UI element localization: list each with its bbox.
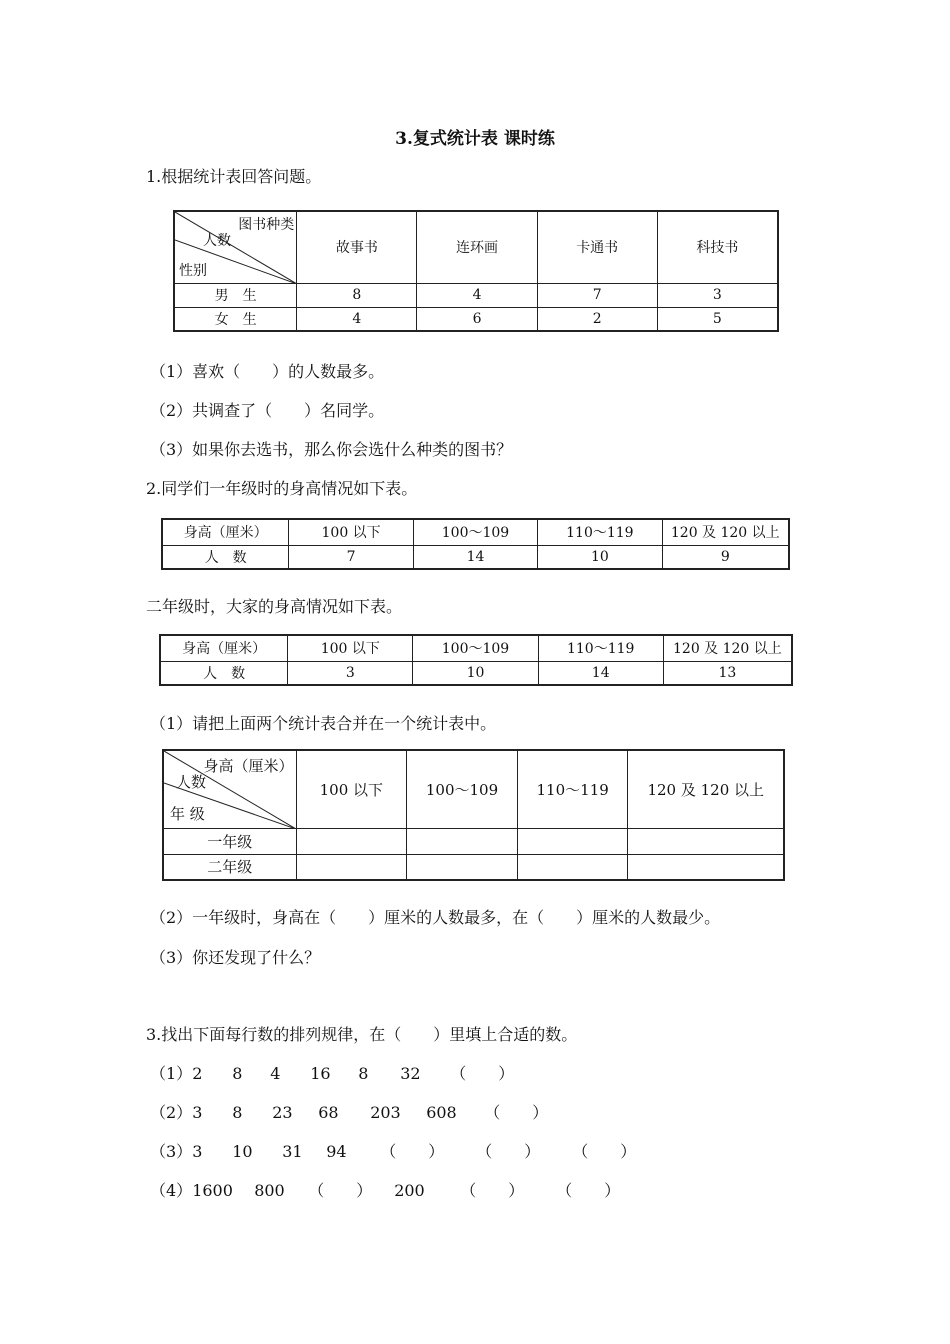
table-cell: 8	[297, 283, 417, 307]
table-cell: 4	[297, 307, 417, 331]
seq-item: 8	[232, 1103, 243, 1122]
seq-item: 68	[318, 1103, 339, 1122]
row-label: 一年级	[163, 828, 296, 854]
row-label: （2）	[150, 1103, 193, 1122]
seq-item: 23	[272, 1103, 293, 1122]
column-header: 120 及 120 以上	[628, 750, 784, 828]
grade2-height-table	[159, 634, 793, 686]
column-header: 100～109	[407, 750, 518, 828]
table-cell: 14	[538, 661, 663, 685]
table-row	[174, 283, 778, 307]
seq-item: 16	[310, 1064, 331, 1083]
answer-blank[interactable]: （ ）	[380, 1142, 445, 1161]
answer-blank[interactable]: （ ）	[476, 1142, 541, 1161]
empty-answer-cell[interactable]	[296, 828, 407, 854]
column-header: 120 及 120 以上	[662, 519, 789, 545]
row-label: 男 生	[174, 283, 297, 307]
table-row	[163, 828, 784, 854]
q2-prompt: 2.同学们一年级时的身高情况如下表。	[146, 479, 418, 498]
empty-answer-cell[interactable]	[517, 828, 628, 854]
table-row	[174, 307, 778, 331]
q3-prompt: 3.找出下面每行数的排列规律，在（ ）里填上合适的数。	[146, 1025, 578, 1044]
table-cell: 4	[417, 283, 537, 307]
row-label: （1）	[150, 1064, 193, 1083]
table-corner-cell	[174, 211, 297, 283]
column-header: 110～119	[538, 519, 662, 545]
empty-answer-cell[interactable]	[407, 854, 518, 880]
seq-item: 2	[192, 1064, 203, 1083]
column-header: 100 以下	[288, 635, 413, 661]
empty-answer-cell[interactable]	[407, 828, 518, 854]
q2-mid-text: 二年级时，大家的身高情况如下表。	[146, 597, 403, 616]
corner-label-bottom: 年 级	[170, 805, 205, 823]
sequence-row-4	[150, 1178, 620, 1201]
corner-label-mid: 人数	[176, 773, 207, 791]
q1-sub1: （1）喜欢（ ）的人数最多。	[150, 362, 385, 381]
row-label: 身高（厘米）	[162, 519, 289, 545]
column-header: 100～109	[413, 635, 538, 661]
row-label: 人 数	[160, 661, 288, 685]
page-title: 3.复式统计表 课时练	[395, 129, 555, 149]
seq-item: 3	[192, 1142, 203, 1161]
q1-sub2: （2）共调查了（ ）名同学。	[150, 401, 385, 420]
answer-blank[interactable]: （ ）	[556, 1181, 621, 1200]
table-cell: 2	[537, 307, 657, 331]
answer-blank[interactable]: （ ）	[484, 1103, 549, 1122]
table-cell: 6	[417, 307, 537, 331]
table-cell: 3	[657, 283, 778, 307]
answer-blank[interactable]: （ ）	[572, 1142, 637, 1161]
table-cell: 5	[657, 307, 778, 331]
seq-item: 32	[400, 1064, 421, 1083]
seq-item: 3	[192, 1103, 203, 1122]
table-cell: 14	[413, 545, 537, 569]
q1-prompt: 1.根据统计表回答问题。	[146, 167, 322, 186]
column-header: 科技书	[657, 211, 778, 283]
row-label: 二年级	[163, 854, 296, 880]
row-label: 女 生	[174, 307, 297, 331]
corner-label-top: 身高（厘米）	[203, 757, 294, 775]
table-row	[163, 854, 784, 880]
q2-sub2: （2）一年级时，身高在（ ）厘米的人数最多，在（ ）厘米的人数最少。	[150, 908, 721, 927]
combined-height-table	[162, 749, 785, 881]
column-header: 100 以下	[289, 519, 413, 545]
column-header: 110～119	[538, 635, 663, 661]
seq-item: 1600	[192, 1181, 233, 1200]
table-cell: 9	[662, 545, 789, 569]
column-header: 110～119	[517, 750, 628, 828]
empty-answer-cell[interactable]	[296, 854, 407, 880]
seq-item: 8	[358, 1064, 369, 1083]
column-header: 连环画	[417, 211, 537, 283]
q1-sub3: （3）如果你去选书，那么你会选什么种类的图书？	[150, 440, 513, 459]
q2-sub1: （1）请把上面两个统计表合并在一个统计表中。	[150, 714, 497, 733]
table-cell: 3	[288, 661, 413, 685]
table-cell: 13	[663, 661, 792, 685]
seq-item: 10	[232, 1142, 253, 1161]
row-label: 身高（厘米）	[160, 635, 288, 661]
q2-sub3: （3）你还发现了什么？	[150, 948, 321, 967]
corner-label-mid: 人数	[203, 233, 231, 249]
table-row	[160, 661, 792, 685]
table-cell: 7	[537, 283, 657, 307]
answer-blank[interactable]: （ ）	[450, 1064, 515, 1083]
empty-answer-cell[interactable]	[517, 854, 628, 880]
table-cell: 10	[413, 661, 538, 685]
table-cell: 10	[538, 545, 662, 569]
row-label: 人 数	[162, 545, 289, 569]
seq-item: 800	[254, 1181, 285, 1200]
seq-item: 94	[326, 1142, 347, 1161]
column-header: 卡通书	[537, 211, 657, 283]
seq-item: 200	[394, 1181, 425, 1200]
sequence-row-2	[150, 1100, 548, 1123]
corner-label-top: 图书种类	[238, 217, 295, 233]
column-header: 120 及 120 以上	[663, 635, 792, 661]
column-header: 100～109	[413, 519, 537, 545]
sequence-row-3	[150, 1139, 636, 1162]
sequence-row-1	[150, 1061, 514, 1084]
corner-label-bottom: 性别	[179, 263, 207, 279]
row-label: （3）	[150, 1142, 193, 1161]
column-header: 故事书	[297, 211, 417, 283]
seq-item: 4	[270, 1064, 281, 1083]
seq-item: 8	[232, 1064, 243, 1083]
answer-blank[interactable]: （ ）	[460, 1181, 525, 1200]
seq-item: 203	[370, 1103, 401, 1122]
book-preference-table	[173, 210, 779, 332]
grade1-height-table	[161, 518, 790, 570]
answer-blank[interactable]: （ ）	[308, 1181, 373, 1200]
row-label: （4）	[150, 1181, 193, 1200]
seq-item: 31	[282, 1142, 303, 1161]
seq-item: 608	[426, 1103, 457, 1122]
empty-answer-cell[interactable]	[628, 828, 784, 854]
table-corner-cell	[163, 750, 296, 828]
empty-answer-cell[interactable]	[628, 854, 784, 880]
table-row	[162, 545, 789, 569]
table-cell: 7	[289, 545, 413, 569]
column-header: 100 以下	[296, 750, 407, 828]
